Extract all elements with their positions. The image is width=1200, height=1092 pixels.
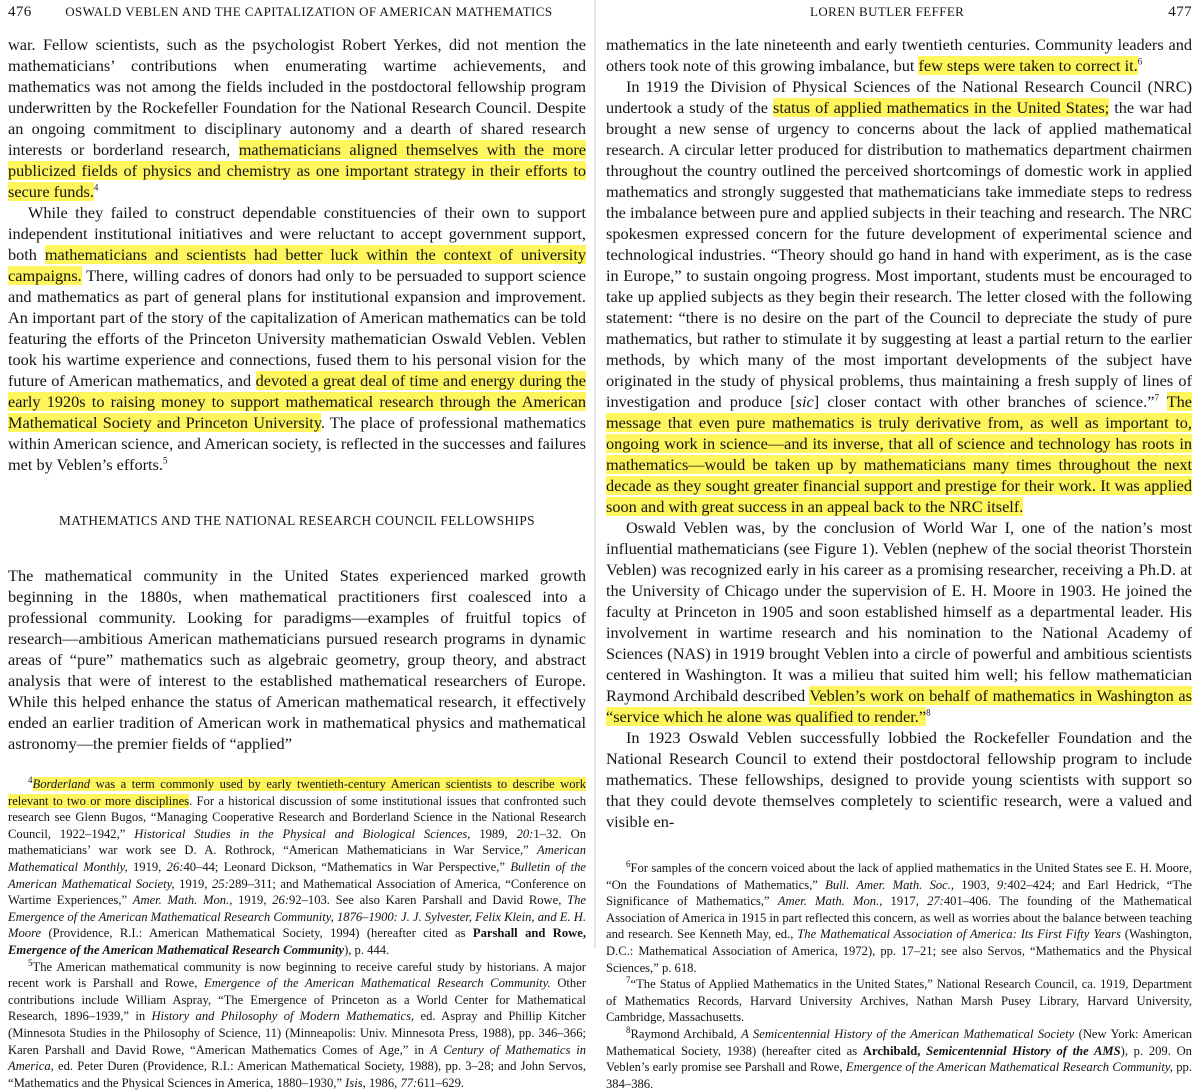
footnote-number: 8 — [626, 1024, 631, 1035]
text-run: ), p. 444. — [344, 942, 390, 957]
footnote-marker: 4 — [93, 182, 99, 193]
text-run: (Washington, D.C.: Mathematical Association of America, 1972), pp. 17–21; see also Servos, “Mathematics and the Physical Sciences,” p. 618. — [606, 927, 1192, 975]
text-run: 402–424; and Earl Hedrick, “The Significance of Mathematics,” — [606, 877, 1192, 909]
citation-volume: 26: — [272, 893, 290, 908]
right-page — [594, 0, 1200, 1091]
sic-note: sic — [795, 392, 814, 411]
highlighted-passage: few steps were taken to correct it. — [918, 56, 1138, 75]
short-citation-title: Semicentennial History of the AMS — [926, 1043, 1121, 1058]
text-run: . For a historical discussion of some institutional issues that confronted such research see Glenn Bugos, “Managing Cooperative Research and Borderland Science in the National Research Council, 1922–1942,” — [8, 793, 587, 841]
citation-volume: 26: — [166, 859, 184, 874]
left-page-number: 476 — [8, 4, 32, 20]
footnote-marker: 7 — [1154, 392, 1159, 403]
citation-title: American Mathematical Monthly, — [8, 843, 586, 874]
citation-volume: 77: — [400, 1075, 418, 1090]
footnote-marker: 5 — [162, 455, 168, 466]
left-paragraph-1 — [8, 34, 586, 202]
citation-title: Amer. Math. Mon., — [777, 894, 883, 909]
text-run: war. Fellow scientists, such as the psychologist Robert Yerkes, did not mention the mathematicians’ contributions when enumerating wartime achievements, and mathematics was not among the fields included in the postdoctoral fellowship program underwritten by the Rockefeller Foundation for the National Research Council. Despite an ongoing commitment to disciplinary autonomy and a dearth of shared research interests or borderland research, — [8, 35, 586, 159]
citation-title: History and Philosophy of Modern Mathematics, — [151, 1009, 415, 1024]
text-run: 1903, — [954, 877, 997, 892]
text-run: In 1919 the Division of Physical Sciences of the National Research Council (NRC) undertook a study of the — [606, 77, 1192, 117]
citation-volume: 25: — [212, 876, 229, 891]
text-run: ed. Aspray and Phillip Kitcher (Minnesota Studies in the Philosophy of Science, 11) (Minneapolis: Univ. Minnesota Press, 1988), pp. 346–366; Karen Parshall and David Rowe, “American Mathematics Comes of Age,” in — [8, 1009, 587, 1057]
left-body-text-2 — [8, 565, 586, 754]
text-run: (Providence, R.I.: American Mathematical Society, 1994) (hereafter cited as — [41, 926, 473, 941]
text-run: ), p. 209. On Veblen’s early promise see Parshall and Rowe, — [606, 1043, 1192, 1075]
citation-title: Historical Studies in the Physical and Biological Sciences, — [134, 826, 471, 841]
text-run: Other contributions include William Aspray, “The Emergence of Princeton as a World Center for Mathematical Research, 1896–1939,” in — [8, 976, 587, 1024]
footnote-6 — [606, 860, 1192, 976]
short-citation: Parshall and Rowe, — [472, 926, 586, 941]
text-run: 92–103. See also Karen Parshall and David Rowe, — [289, 893, 568, 908]
left-paragraph-2 — [8, 202, 586, 475]
text-run: The American mathematical community is now beginning to receive careful study by historians. A major recent work is Parshall and Rowe, — [8, 959, 586, 991]
right-paragraph-3 — [606, 517, 1192, 727]
text-run: . The place of professional mathematics within American science, and American society, is reflected in the successes and failures met by Veblen’s efforts. — [8, 413, 586, 474]
text-run: the war had brought a new sense of urgency to concerns about the lack of applied mathematical research. A circular letter produced for distribution to mathematics department chairmen throughout the country outlined the perceived shortcomings of domestic work in applied mathematics and strongly suggested that mathematicians take immediate steps to redress the imbalance between pure and applied subjects in their teaching and research. The NRC spokesmen expressed concern for the future development of experimental science and technological industries. “Theory should go hand in hand with experiment, as is the case in Europe,” to sustain ongoing progress. Most important, students must be encouraged to take up applied subjects as they begin their research. The letter closed with the following statement: “there is no desire on the part of the Council to depreciate the study of pure mathematics, but rather to stimulate it by suggesting at least a partial return to the earlier methods, by which many of the most important developments of the subject have originated in the study of physical problems, thus maintaining a fresh supply of lines of investigation and produce [ — [606, 98, 1193, 411]
citation-title: The Mathematical Association of America: Its First Fifty Years — [797, 927, 1121, 942]
citation-title: The Emergence of the American Mathematical Research Community, 1876–1900: J. J. Sylvester, Felix Klein, and E. H. Moore — [8, 893, 587, 941]
citation-title: Emergence of the American Mathematical Research Community, — [845, 1060, 1173, 1075]
text-run: There, willing cadres of donors had only to be persuaded to support science and mathematics as part of general plans for institutional expansion and improvement. An important part of the story of the capitalization of American mathematics can be told featuring the efforts of the Princeton University mathematician Oswald Veblen. Veblen took his wartime experience and connections, fused them to his personal vision for the future of American mathematics, and — [8, 266, 586, 390]
right-paragraph-1 — [606, 34, 1192, 76]
page-gutter — [594, 0, 596, 948]
text-run: 1919, — [174, 876, 212, 891]
text-run: For samples of the concern voiced about the lack of applied mathematics in the United States see E. H. Moore, “On the Foundations of Mathematics,” — [606, 861, 1192, 892]
footnote-4 — [8, 776, 586, 959]
right-paragraph-4: In 1923 Oswald Veblen successfully lobbied the Rockefeller Foundation and the National Research Council to extend their postdoctoral fellowship program to include mathematics. These fellowships, designed to provide young scientists with support so that they could devote themselves completely to scientific research, were a valued and visible en- — [606, 728, 1192, 831]
text-run: 1917, — [882, 894, 928, 909]
highlighted-passage: mathematicians aligned themselves with the more publicized fields of physics and chemistry as one important strategy in their efforts to secure funds. — [8, 140, 587, 201]
highlighted-passage: devoted a great deal of time and energy during the early 1920s to raising money to support mathematical research through the American Mathematical Society and Princeton University — [8, 371, 586, 432]
footnote-number: 5 — [28, 957, 33, 968]
right-body-text — [606, 34, 1192, 832]
left-paragraph-3: The mathematical community in the United States experienced marked growth beginning in the 1880s, when mathematical practitioners first coalesced into a professional community. Looking for paradigms—examples of fruitful topics of research—ambitious American mathematicians pursued research programs in dynamic areas of “pure” mathematics such as algebraic geometry, group theory, and abstract analysis that were of interest to the established mathematical researchers of Europe. While this helped enhance the status of American mathematical research, it effectively ended an earlier tradition of American work in mathematical physics and mathematical astronomy—the premier fields of “applied” — [8, 566, 586, 753]
footnote-number: 4 — [28, 774, 33, 785]
left-footnotes — [8, 776, 586, 1091]
text-run: 401–406. The founding of the Mathematical Association of America in 1915 in part reflected this concern, as well as worries about the balance between teaching and research. See Kenneth May, ed., — [606, 894, 1193, 942]
footnote-gap — [606, 832, 1192, 854]
footnote-marker: 8 — [926, 707, 931, 718]
text-run: “The Status of Applied Mathematics in the United States,” National Research Council, ca. 1919, Department of Mathematics Records, Harvard University Archives, Nathan Marsh Pusey Library, Harvard University, Cambridge, Massachusetts. — [606, 977, 1192, 1025]
left-running-head — [8, 4, 586, 34]
citation-title: Emergence of the American Mathematical Research Community. — [204, 976, 551, 991]
footnote-7 — [606, 976, 1192, 1026]
citation-title: A Semicentennial History of the American Mathematical Society — [741, 1026, 1075, 1041]
citation-title: Bulletin of the American Mathematical Society, — [8, 859, 586, 891]
text-run: 1–32. On mathematicians’ war work see D. A. Rothrock, “American Mathematicians in War Service,” — [8, 826, 586, 858]
footnote-number: 6 — [626, 858, 631, 869]
citation-title: Isis, — [345, 1075, 366, 1090]
left-body-text — [8, 34, 586, 475]
footnote-5 — [8, 959, 586, 1092]
section-heading: MATHEMATICS AND THE NATIONAL RESEARCH COUNCIL FELLOWSHIPS — [59, 513, 535, 528]
text-run: Raymond Archibald, — [630, 1026, 742, 1041]
citation-volume: 9: — [996, 877, 1008, 892]
left-page — [0, 0, 594, 1090]
footnote-number: 7 — [626, 974, 631, 985]
footnote-marker: 6 — [1137, 56, 1143, 67]
text-run: 1919, — [232, 893, 273, 908]
highlighted-passage: status of applied mathematics in the United States; — [773, 98, 1110, 117]
text-run: pp. 384–386. — [606, 1060, 1192, 1091]
highlighted-passage: mathematicians and scientists had better luck within the context of university campaigns. — [8, 245, 586, 285]
text-run: 611–629. — [417, 1075, 465, 1090]
left-running-title: OSWALD VEBLEN AND THE CAPITALIZATION OF AMERICAN MATHEMATICS — [65, 4, 553, 19]
highlighted-passage: Veblen’s work on behalf of mathematics in Washington as “service which he alone was qualified to render.” — [606, 686, 1192, 726]
text-run: 40–44; Leonard Dickson, “Mathematics in War Perspective,” — [183, 859, 511, 874]
right-footnotes — [606, 860, 1192, 1092]
text-run: mathematics in the late nineteenth and early twentieth centuries. Community leaders and others took note of this growing imbalance, but — [606, 35, 1192, 75]
highlighted-passage: was a term commonly used by early twentieth-century American scientists to describe work relevant to two or more disciplines — [8, 777, 586, 808]
citation-title: Amer. Math. Mon., — [132, 893, 233, 908]
right-running-head — [606, 4, 1192, 34]
citation-volume: 27: — [927, 894, 944, 909]
right-running-author: LOREN BUTLER FEFFER — [810, 4, 965, 19]
short-citation-title: Emergence of the American Mathematical Research Community — [8, 942, 345, 957]
text-run: 1989, — [470, 826, 517, 841]
text-run: (New York: American Mathematical Society, 1938) (hereafter cited as — [606, 1026, 1192, 1058]
text-run: 1919, — [127, 859, 167, 874]
highlighted-italic: Borderland — [32, 777, 91, 791]
citation-volume: 20: — [516, 826, 534, 841]
citation-title: A Century of Mathematics in America, — [8, 1042, 586, 1074]
highlighted-passage: The message that even pure mathematics is truly derivative from, as well as important to, ongoing work in science—and its inverse, that all of science and technology has roots in mathematics—would be taken up by mathematicians many times throughout the next decade as they sought greater financial support and prestige for their work. It was applied soon and with great success in an appeal back to the NRC itself. — [606, 392, 1193, 516]
text-run: 289–311; and Mathematical Association of America, “Conference on Wartime Experiences,” — [8, 876, 586, 908]
right-paragraph-2 — [606, 76, 1192, 517]
citation-title: Bull. Amer. Math. Soc., — [825, 877, 955, 892]
text-run: ] closer contact with other branches of science.” — [813, 392, 1155, 411]
right-page-number: 477 — [1168, 4, 1192, 20]
footnote-8 — [606, 1026, 1192, 1092]
text-run: While they failed to construct dependable constituencies of their own to support independent institutional initiatives and were reluctant to accept government support, both — [8, 203, 586, 264]
text-run: 1986, — [365, 1075, 401, 1090]
short-citation: Archibald, — [862, 1043, 927, 1058]
text-run: ed. Peter Duren (Providence, R.I.: American Mathematical Society, 1988), pp. 3–28; and John Servos, “Mathematics and the Physical Sciences in America, 1880–1930,” — [8, 1059, 586, 1090]
text-run: Oswald Veblen was, by the conclusion of World War I, one of the nation’s most influential mathematicians (see Figure 1). Veblen (nephew of the social theorist Thorstein Veblen) was recognized early in his career as a promising researcher, receiving a Ph.D. at the University of Chicago under the supervision of E. H. Moore in 1903. He joined the faculty at Princeton in 1905 and soon established himself as a departmental leader. His involvement in wartime research and his nomination to the National Academy of Sciences (NAS) in 1919 brought Veblen into a circle of powerful and ambitious scientists centered in Washington. It was a milieu that suited him well; his fellow mathematician Raymond Archibald described — [606, 518, 1192, 705]
